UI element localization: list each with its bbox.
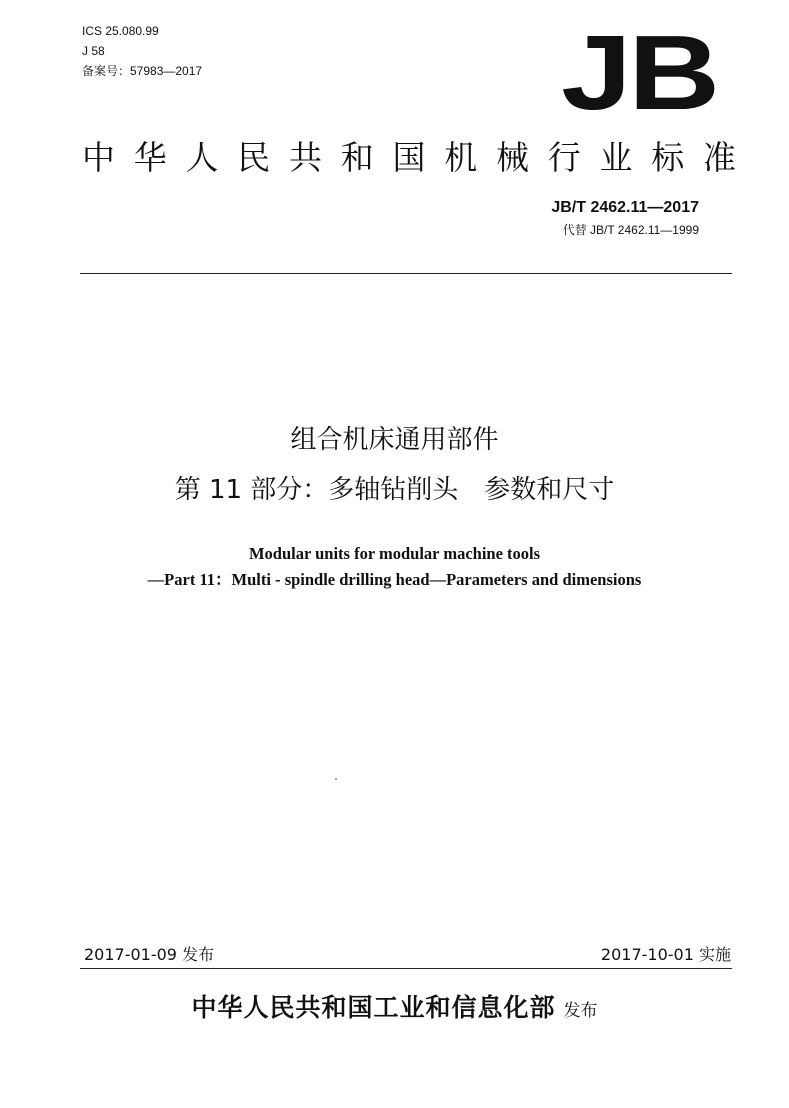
- issuer-name: 中华人民共和国工业和信息化部: [191, 993, 556, 1022]
- issuer-suffix: 发布: [563, 1001, 598, 1021]
- document-title-cn-line1: 组合机床通用部件: [290, 425, 499, 455]
- standard-number: JB/T 2462.11—2017: [551, 199, 699, 216]
- implementation-date: 2017-10-01 实施: [600, 945, 731, 964]
- standard-type-title: 中华人民共和国机械行业标准: [82, 138, 736, 177]
- classification-code: J 58: [82, 44, 105, 58]
- issuer-line: [0, 988, 789, 1024]
- document-title-en-line1: Modular units for modular machine tools: [248, 544, 541, 563]
- document-title-en-line2: —Part 11：Multi - spindle drilling head—Parameters and dimensions: [147, 570, 642, 589]
- replaces-standard: 代替 JB/T 2462.11—1999: [562, 223, 699, 237]
- jb-logo: JB: [561, 14, 717, 132]
- ics-code: ICS 25.080.99: [82, 24, 159, 38]
- scan-speck: [335, 778, 337, 780]
- footer-divider: [80, 968, 732, 969]
- issue-date: 2017-01-09 发布: [84, 945, 215, 964]
- document-title-cn-line2: 第 11 部分：多轴钻削头 参数和尺寸: [174, 475, 615, 505]
- filing-number: 备案号：57983—2017: [82, 64, 203, 78]
- header-divider: [80, 273, 732, 274]
